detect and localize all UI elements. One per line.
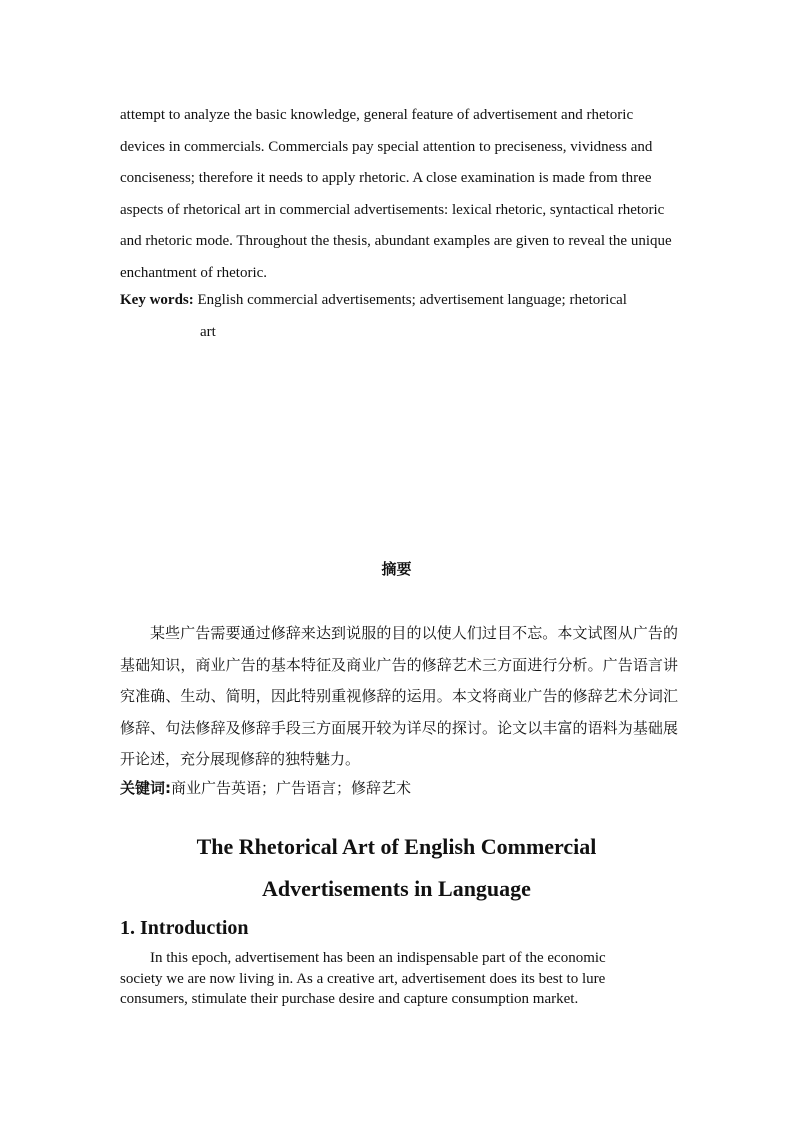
- introduction-paragraph: In this epoch, advertisement has been an indispensable part of the economic society we are now living in. As a creative art, advertisement does its best to lure consumers, stimulate their purchase desire and capture consumption market.: [120, 950, 606, 1007]
- english-keywords-label: Key words:: [120, 292, 194, 308]
- english-keywords-continuation: art: [200, 324, 216, 340]
- section-heading-introduction: 1. Introduction: [120, 917, 249, 939]
- thesis-title-line-2: Advertisements in Language: [262, 876, 531, 901]
- english-keywords: [120, 284, 676, 348]
- chinese-abstract: 某些广告需要通过修辞来达到说服的目的以使人们过目不忘。本文试图从广告的基础知识，商业广告的基本特征及商业广告的修辞艺术三方面进行分析。广告语言讲究准确、生动、简明，因此特别重视修辞的运用。本文将商业广告的修辞艺术分词汇修辞、句法修辞及修辞手段三方面展开较为详尽的探讨。论文以丰富的语料为基础展开论述，充分展现修辞的独特魅力。: [120, 624, 678, 768]
- english-abstract: attempt to analyze the basic knowledge, general feature of advertisement and rhetoric devices in commercials. Commercials pay special attention to preciseness, vividness and conciseness; therefore it needs to apply rhetoric. A close examination is made from three aspects of rhetorical art in commercial advertisements: lexical rhetoric, syntactical rhetoric and rhetoric mode. Throughout the thesis, abundant examples are given to reveal the unique enchantment of rhetoric.: [120, 107, 672, 281]
- thesis-title-line-1: The Rhetorical Art of English Commercial: [196, 834, 597, 859]
- thesis-title: [0, 826, 793, 910]
- english-keywords-text: English commercial advertisements; advertisement language; rhetorical: [193, 292, 627, 308]
- chinese-keywords: [120, 773, 676, 803]
- chinese-keywords-label: 关键词:: [120, 779, 171, 797]
- chinese-abstract-title: 摘要: [381, 560, 412, 578]
- chinese-keywords-text: 商业广告英语；广告语言；修辞艺术: [171, 779, 412, 797]
